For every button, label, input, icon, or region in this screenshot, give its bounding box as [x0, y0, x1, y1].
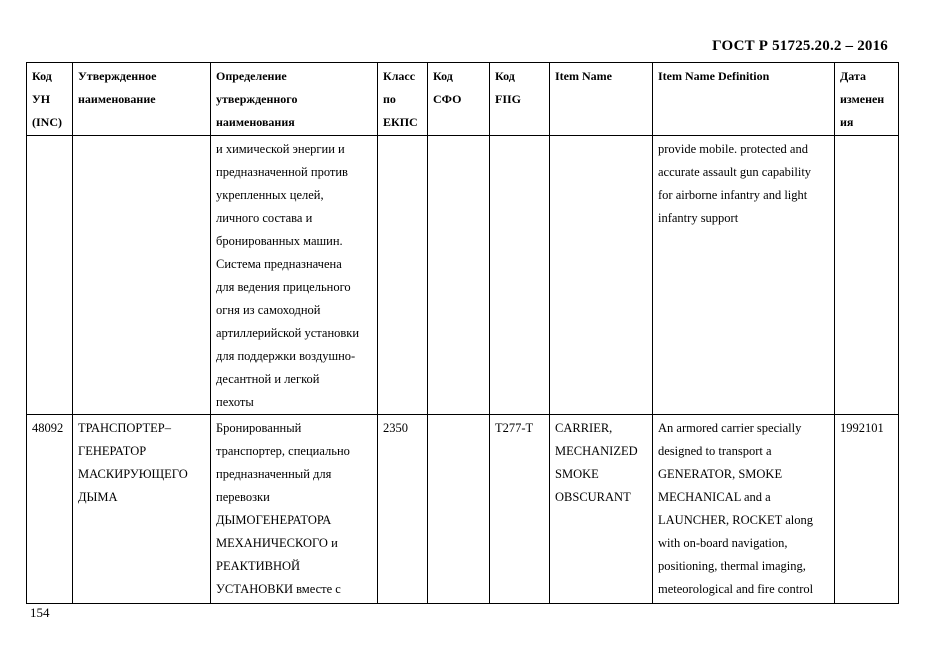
cell-line: пехоты — [216, 395, 254, 409]
cell-line: ДЫМОГЕНЕРАТОРА — [216, 513, 332, 527]
cell-date — [835, 415, 899, 604]
cell-line: GENERATOR, SMOKE — [658, 467, 783, 481]
cell-code — [27, 415, 73, 604]
header-line: Утвержденное — [78, 69, 157, 83]
cell-line: предназначенный для — [216, 467, 332, 481]
cell-item-name — [550, 136, 653, 415]
cell-line: OBSCURANT — [555, 490, 631, 504]
header-line: Код — [495, 69, 515, 83]
header-line: ЕКПС — [383, 115, 418, 129]
cell-line: бронированных машин. — [216, 234, 343, 248]
cell-line: T277-T — [495, 421, 534, 435]
cell-item-definition — [653, 136, 835, 415]
cell-line: with on-board navigation, — [658, 536, 788, 550]
cell-line: и химической энергии и — [216, 142, 345, 156]
cell-fiig — [490, 136, 550, 415]
cell-line: CARRIER, — [555, 421, 613, 435]
cell-line: для ведения прицельного — [216, 280, 351, 294]
header-item-definition — [653, 63, 835, 136]
cell-line: accurate assault gun capability — [658, 165, 812, 179]
cell-item-definition — [653, 415, 835, 604]
table-row — [27, 136, 899, 415]
cell-line: provide mobile. protected and — [658, 142, 808, 156]
cell-line: MECHANIZED — [555, 444, 638, 458]
cell-line: ДЫМА — [78, 490, 118, 504]
cell-code — [27, 136, 73, 415]
cell-line: ГЕНЕРАТОР — [78, 444, 147, 458]
header-line: Определение — [216, 69, 287, 83]
cell-line: для поддержки воздушно- — [216, 349, 356, 363]
cell-line: артиллерийской установки — [216, 326, 360, 340]
cell-sfo — [428, 136, 490, 415]
cell-sfo — [428, 415, 490, 604]
cell-line: укрепленных целей, — [216, 188, 324, 202]
header-sfo — [428, 63, 490, 136]
header-date — [835, 63, 899, 136]
cell-line: РЕАКТИВНОЙ — [216, 559, 301, 573]
header-item-name — [550, 63, 653, 136]
header-line: Дата — [840, 69, 866, 83]
cell-line: десантной и легкой — [216, 372, 320, 386]
cell-line: предназначенной против — [216, 165, 348, 179]
cell-date — [835, 136, 899, 415]
cell-definition — [211, 415, 378, 604]
cell-line: МАСКИРУЮЩЕГО — [78, 467, 188, 481]
table-row — [27, 415, 899, 604]
cell-line: positioning, thermal imaging, — [658, 559, 806, 573]
header-line: FIIG — [495, 92, 522, 106]
cell-line: 2350 — [383, 421, 408, 435]
header-line: УН — [32, 92, 51, 106]
cell-definition — [211, 136, 378, 415]
cell-fiig — [490, 415, 550, 604]
cell-item-name — [550, 415, 653, 604]
header-line: Код — [32, 69, 52, 83]
cell-line: An armored carrier specially — [658, 421, 802, 435]
header-code — [27, 63, 73, 136]
cell-line: транспортер, специально — [216, 444, 350, 458]
cell-line: Система предназначена — [216, 257, 342, 271]
header-line: ия — [840, 115, 854, 129]
header-fiig — [490, 63, 550, 136]
table-header-row — [27, 63, 899, 136]
cell-line: for airborne infantry and light — [658, 188, 808, 202]
cell-line: Бронированный — [216, 421, 302, 435]
header-name — [73, 63, 211, 136]
cell-line: LAUNCHER, ROCKET along — [658, 513, 813, 527]
page-number: 154 — [30, 605, 50, 620]
header-line: утвержденного — [216, 92, 298, 106]
header-line: (INC) — [32, 115, 62, 129]
header-line: Item Name — [555, 69, 612, 83]
cell-line: 1992101 — [840, 421, 884, 435]
cell-line: личного состава и — [216, 211, 313, 225]
cell-line: SMOKE — [555, 467, 599, 481]
header-line: по — [383, 92, 396, 106]
cell-name — [73, 136, 211, 415]
header-class — [378, 63, 428, 136]
header-line: наименования — [216, 115, 295, 129]
gost-table — [26, 62, 899, 604]
cell-class — [378, 136, 428, 415]
cell-line: УСТАНОВКИ вместе с — [216, 582, 341, 596]
header-line: наименование — [78, 92, 156, 106]
cell-line: infantry support — [658, 211, 739, 225]
header-line: Код — [433, 69, 453, 83]
document-title: ГОСТ Р 51725.20.2 – 2016 — [712, 38, 888, 54]
header-line: СФО — [433, 92, 462, 106]
cell-line: designed to transport a — [658, 444, 772, 458]
header-line: Класс — [383, 69, 416, 83]
header-line: Item Name Definition — [658, 69, 770, 83]
cell-name — [73, 415, 211, 604]
cell-line: перевозки — [216, 490, 270, 504]
cell-line: meteorological and fire control — [658, 582, 814, 596]
cell-line: 48092 — [32, 421, 64, 435]
header-line: изменен — [840, 92, 885, 106]
cell-class — [378, 415, 428, 604]
header-definition — [211, 63, 378, 136]
cell-line: ТРАНСПОРТЕР– — [78, 421, 172, 435]
cell-line: МЕХАНИЧЕСКОГО и — [216, 536, 338, 550]
cell-line: MECHANICAL and a — [658, 490, 771, 504]
cell-line: огня из самоходной — [216, 303, 321, 317]
